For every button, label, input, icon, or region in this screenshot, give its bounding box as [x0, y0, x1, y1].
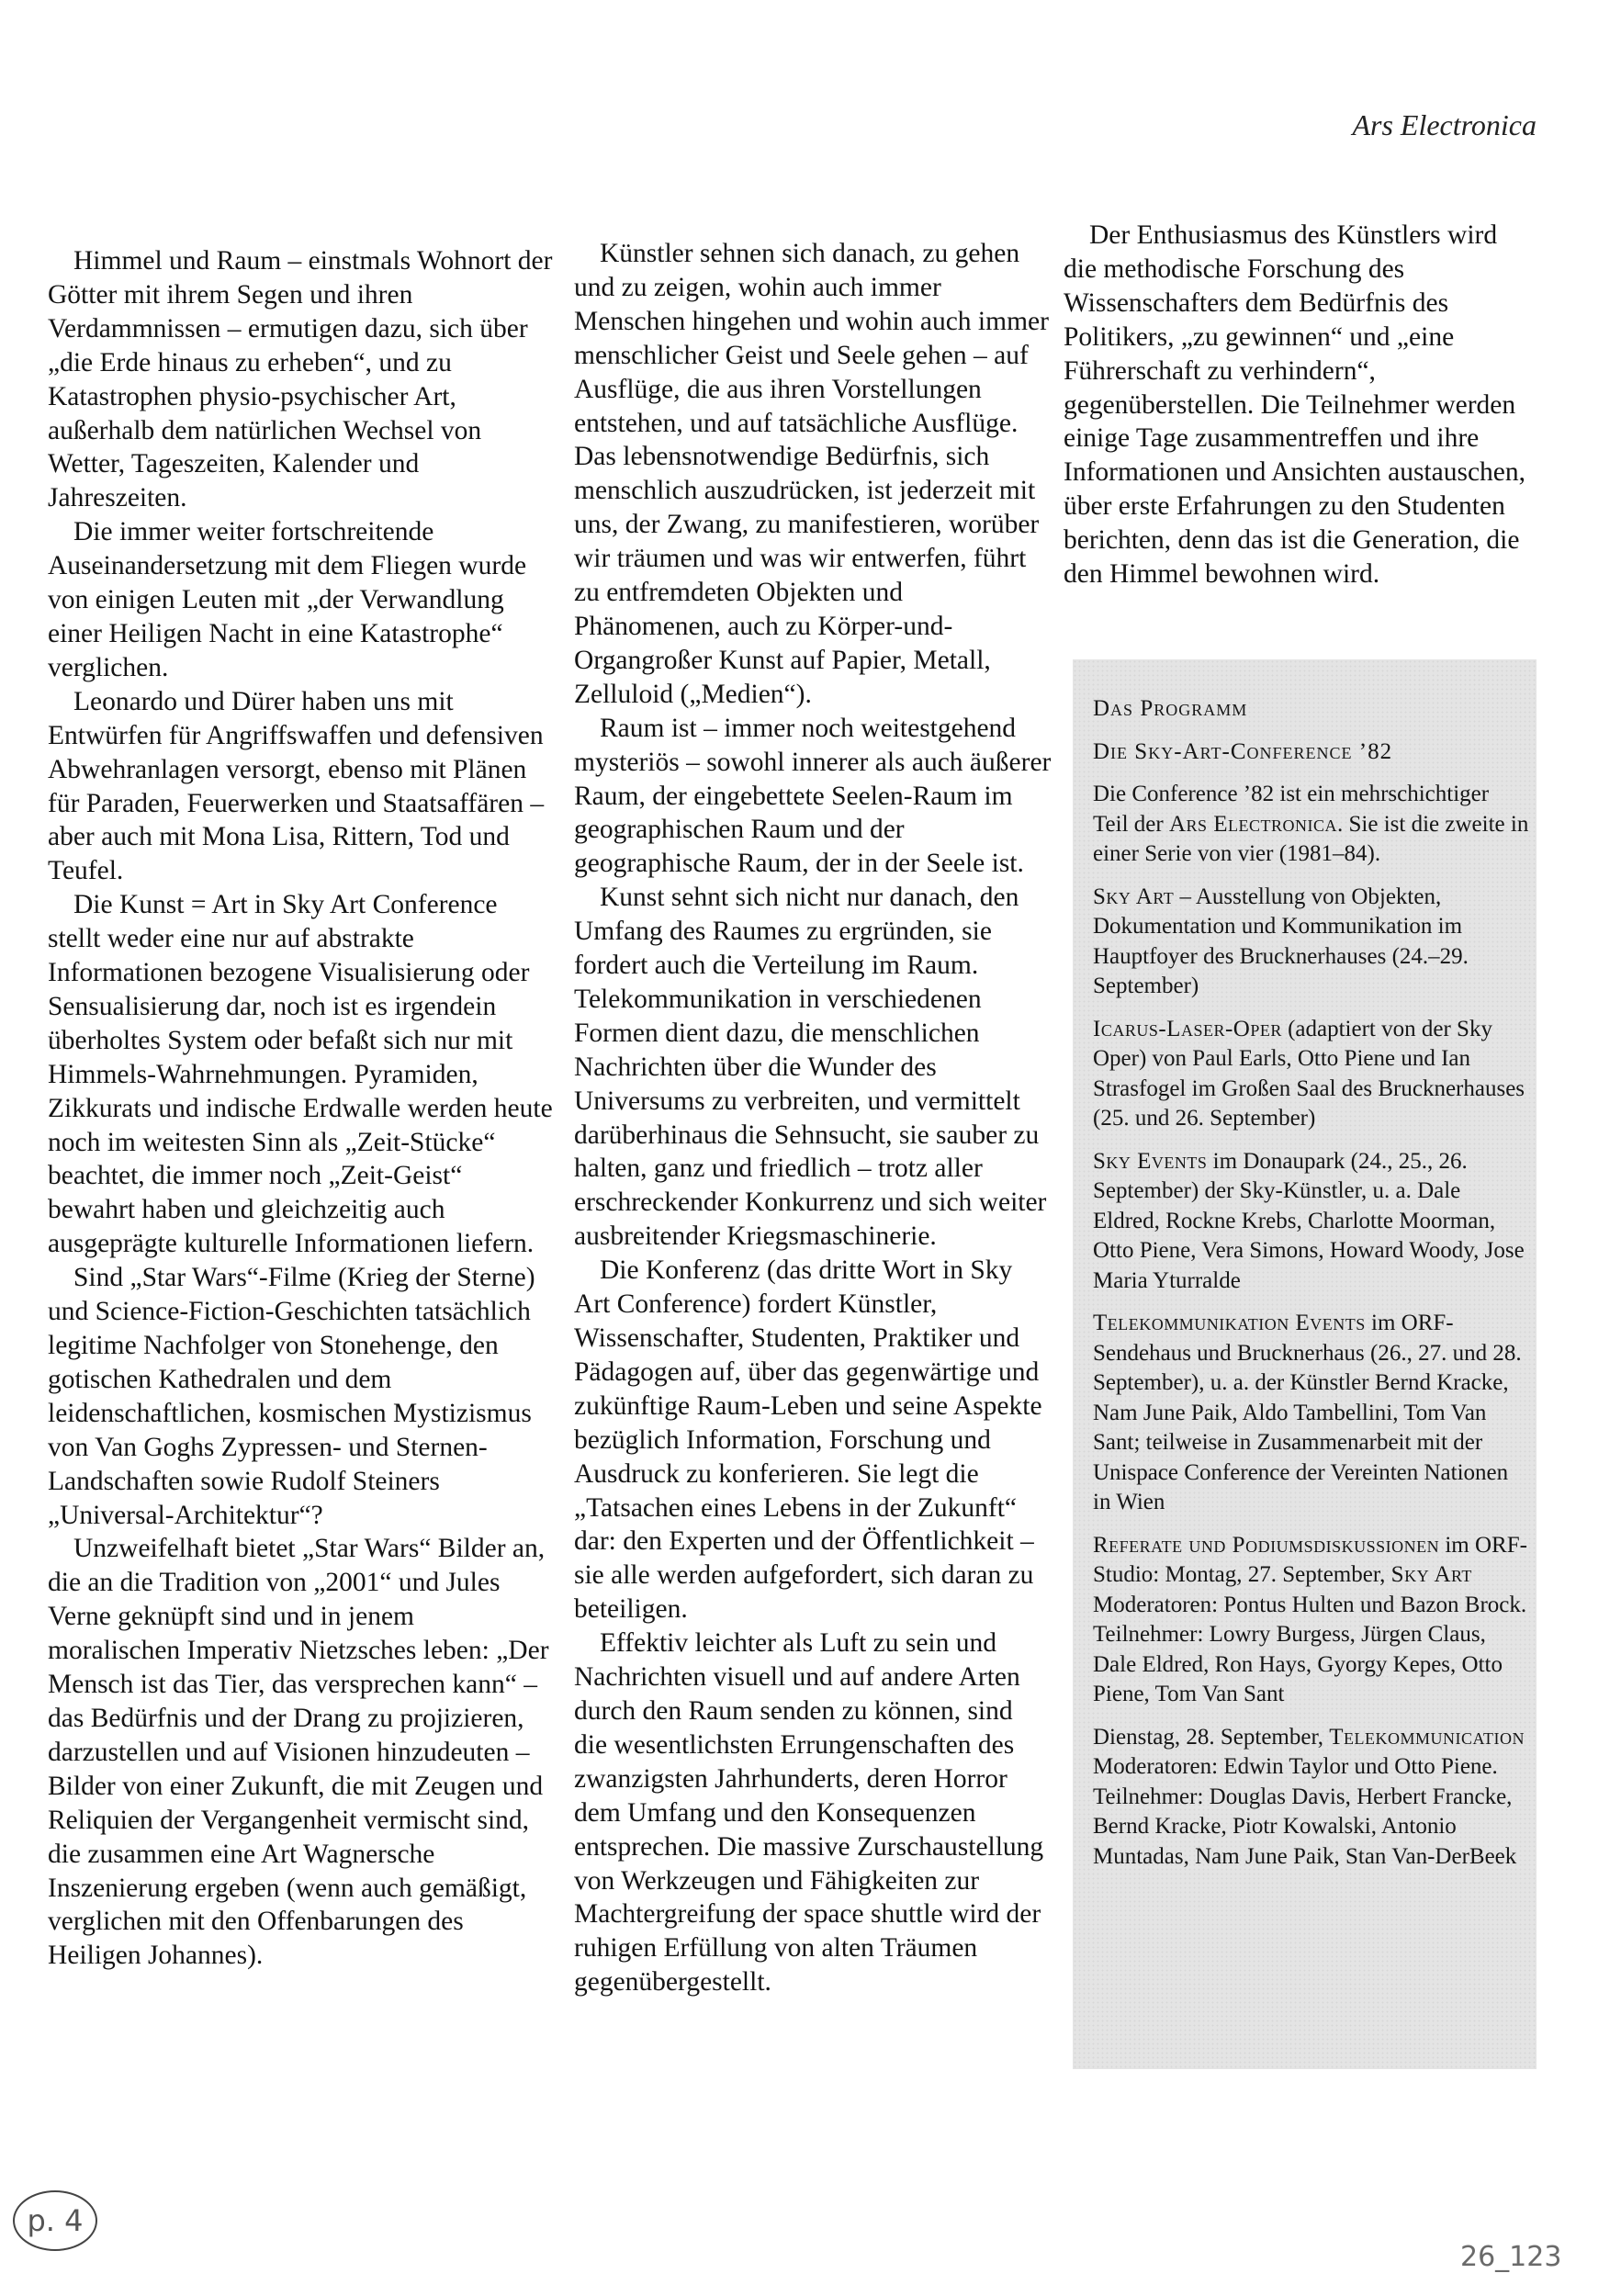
program-item-text: im ORF-Studio: Montag, 27. September,: [1093, 1532, 1527, 1587]
running-header: Ars Electronica: [1352, 108, 1537, 141]
program-item-text-2: Moderatoren: Edwin Taylor und Otto Piene. Teilnehmer: Douglas Davis, Herbert Francke, Bernd Kracke, Piotr Kowalski, Antonio Muntadas, Nam June Paik, Stan Van-DerBeek: [1093, 1754, 1517, 1869]
program-subtitle: Die Sky-Art-Conference ’82: [1093, 738, 1393, 764]
ars-electronica-label: Ars Electronica: [1168, 811, 1338, 837]
paragraph: Raum ist – immer noch weitestgehend mysteriös – sowohl innerer als auch äußerer Raum, der eingebettete Seelen-Raum im geographischen Raum und der geographische Raum, der in der Seele ist.: [574, 713, 1052, 879]
program-box-content: [1093, 694, 1529, 1885]
program-item-sky-events: [1093, 1147, 1529, 1297]
handwritten-archive-id: 26_123: [1460, 2241, 1562, 2273]
paragraph: Effektiv leichter als Luft zu sein und Nachrichten visuell und auf andere Arten durch den Raum senden zu können, sind die wesentlichsten Errungenschaften des zwanzigsten Jahrhunderts, deren Horror dem Umfang und den Konsequenzen entsprechen. Die massive Zurschaustellung von Werkzeugen und Fähigkeiten zur Machtergreifung der space shuttle wird der ruhigen Erfüllung von alten Träumen gegenübergestellt.: [574, 1628, 1044, 1998]
program-item-sky-art: [1093, 883, 1529, 1002]
paragraph: Kunst sehnt sich nicht nur danach, den Umfang des Raumes zu ergründen, sie fordert auch die Verteilung im Raum. Telekommunikation in verschiedenen Formen dient dazu, die menschlichen Nachrichten über die Wunder des Universums zu verbreiten, und vermittelt darüberhinaus die Sehnsucht, sie sauber zu halten, ganz und friedlich – trotz aller erschreckender Konkurrenz und sich weiter ausbreitender Kriegsmaschinerie.: [574, 883, 1047, 1252]
program-item-icarus: [1093, 1015, 1529, 1134]
program-heading: [1093, 694, 1529, 767]
paragraph: Unzweifelhaft bietet „Star Wars“ Bilder an, die an die Tradition von „2001“ und Jules Verne geknüpft sind und in jenem moralischen Imperativ Nietzsches leben: „Der Mensch ist das Tier, das versprechen kann“ – das Bedürfnis und der Drang zu projizieren, darzustellen und auf Visionen hinzudeuten – Bilder von einer Zukunft, die mit Zeugen und Reliquien der Vergangenheit vermischt sind, die zusammen eine Art Wagnersche Inszenierung ergeben (wenn auch gemäßigt, verglichen mit den Offenbarungen des Heiligen Johannes).: [48, 1534, 549, 1971]
program-item-text: – Ausstellung von Objekten, Dokumentation und Kommunikation im Hauptfoyer des Brucknerhauses (24.–29. September): [1093, 884, 1469, 998]
paragraph: Der Enthusiasmus des Künstlers wird die methodische Forschung des Wissenschafters dem Bedürfnis des Politikers, „zu gewinnen“ und „eine Führerschaft zu verhindern“, gegenüberstellen. Die Teilnehmer werden einige Tage zusammentreffen und ihre Informationen und Ansichten austauschen, über erste Erfahrungen zu den Studenten berichten, denn das ist die Generation, die den Himmel bewohnen wird.: [1064, 220, 1526, 590]
program-intro-text: Die Conference ’82 ist ein mehrschichtiger Teil der: [1093, 782, 1490, 837]
program-item-dienstag: [1093, 1723, 1529, 1873]
paragraph: Leonardo und Dürer haben uns mit Entwürfen für Angriffswaffen und defensiven Abwehranlagen versorgt, ebenso mit Plänen für Paraden, Feuerwerken und Staatsaffären – aber auch mit Mona Lisa, Rittern, Tod und Teufel.: [48, 686, 545, 886]
paragraph: Die immer weiter fortschreitende Auseinandersetzung mit dem Fliegen wurde von einigen Leuten mit „der Verwandlung einer Heiligen Nacht in eine Katastrophe“ verglichen.: [48, 517, 527, 682]
text-column-2: [574, 237, 1052, 1999]
paragraph: Sind „Star Wars“-Filme (Krieg der Sterne) und Science-Fiction-Geschichten tatsächlich legitime Nachfolger von Stonehenge, den gotischen Kathedralen und dem leidenschaftlichen, kosmischen Mystizismus von Van Goghs Zypressen- und Sternen-Landschaften sowie Rudolf Steiners „Universal-Architektur“?: [48, 1263, 535, 1530]
program-item-referate: [1093, 1531, 1529, 1710]
program-item-text: (adaptiert von der Sky Oper) von Paul Earls, Otto Piene und Ian Strasfogel im Großen Saal des Brucknerhauses (25. und 26. September): [1093, 1016, 1525, 1131]
program-item-text: im Donaupark (24., 25., 26. September) der Sky-Künstler, u. a. Dale Eldred, Rockne Krebs, Charlotte Moorman, Otto Piene, Vera Simons, Howard Woody, Jose Maria Yturralde: [1093, 1148, 1525, 1293]
paragraph: Die Kunst = Art in Sky Art Conference stellt weder eine nur auf abstrakte Informationen bezogene Visualisierung oder Sensualisierung dar, noch ist es irgendein überholtes System oder befaßt sich nur mit Himmels-Wahrnehmungen. Pyramiden, Zikkurats und indische Erdwalle werden heute noch im weitesten Sinn als „Zeit-Stücke“ beachtet, die immer noch „Zeit-Geist“ bewahrt haben und gleichzeitig auch ausgeprägte kulturelle Informationen liefern.: [48, 890, 553, 1259]
program-item-label: Referate und Podiumsdiskussionen: [1093, 1532, 1440, 1558]
text-column-3: [1064, 219, 1527, 591]
telekommunication-label: Telekommunication: [1329, 1724, 1525, 1750]
paragraph: Himmel und Raum – einstmals Wohnort der Götter mit ihrem Segen und ihren Verdammnissen – ermutigen dazu, sich über „die Erde hinaus zu erheben“, und zu Katastrophen physio-psychischer Art, außerhalb dem natürlichen Wechsel von Wetter, Tageszeiten, Kalender und Jahreszeiten.: [48, 246, 553, 513]
sky-art-label: Sky Art: [1390, 1562, 1472, 1587]
paragraph: Künstler sehnen sich danach, zu gehen und zu zeigen, wohin auch immer Menschen hingehen und wohin auch immer menschlicher Geist und Seele gehen – auf Ausflüge, die aus ihren Vorstellungen entstehen, und auf tatsächliche Ausflüge. Das lebensnotwendige Bedürfnis, sich menschlich auszudrücken, ist jederzeit mit uns, der Zwang, zu manifestieren, worüber wir träumen und was wir entwerfen, führt zu entfremdeten Objekten und Phänomenen, auch zu Körper-und-Organgroßer Kunst auf Papier, Metall, Zelluloid („Medien“).: [574, 239, 1049, 709]
paragraph: Die Konferenz (das dritte Wort in Sky Art Conference) fordert Künstler, Wissenschafter, Studenten, Praktiker und Pädagogen auf, über das gegenwärtige und zukünftige Raum-Leben und seine Aspekte bezüglich Information, Forschung und Ausdruck zu konferieren. Sie legt die „Tatsachen eines Lebens in der Zukunft“ dar: den Experten und der Öffentlichkeit – sie alle werden aufgefordert, sich daran zu beteiligen.: [574, 1255, 1042, 1625]
program-item-label: Icarus-Laser-Oper: [1093, 1016, 1282, 1041]
program-title: Das Programm: [1093, 696, 1248, 721]
program-item-label: Telekommunikation Events: [1093, 1311, 1366, 1335]
program-box: [1073, 659, 1537, 2069]
program-item-text: Dienstag, 28. September,: [1093, 1724, 1330, 1750]
program-item-label: Sky Events: [1093, 1148, 1208, 1174]
handwritten-page-number: p. 4: [13, 2190, 97, 2251]
program-item-label: Sky Art: [1093, 884, 1175, 909]
text-column-1: [48, 244, 553, 1973]
program-item-text-2: Moderatoren: Pontus Hulten und Bazon Brock. Teilnehmer: Lowry Burgess, Jürgen Claus, Dale Eldred, Ron Hays, Gyorgy Kepes, Otto Piene, Tom Van Sant: [1093, 1592, 1527, 1706]
program-intro: [1093, 780, 1529, 870]
program-item-telekommunikation: [1093, 1309, 1529, 1518]
program-intro-text-2: . Sie ist die zweite in einer Serie von vier (1981–84).: [1093, 811, 1529, 866]
program-item-text: im ORF-Sendehaus und Brucknerhaus (26., 27. und 28. September), u. a. der Künstler Bernd Kracke, Nam June Paik, Aldo Tambellini, Tom Van Sant; teilweise in Zusammenarbeit mit der Unispace Conference der Vereinten Nationen in Wien: [1093, 1311, 1522, 1514]
